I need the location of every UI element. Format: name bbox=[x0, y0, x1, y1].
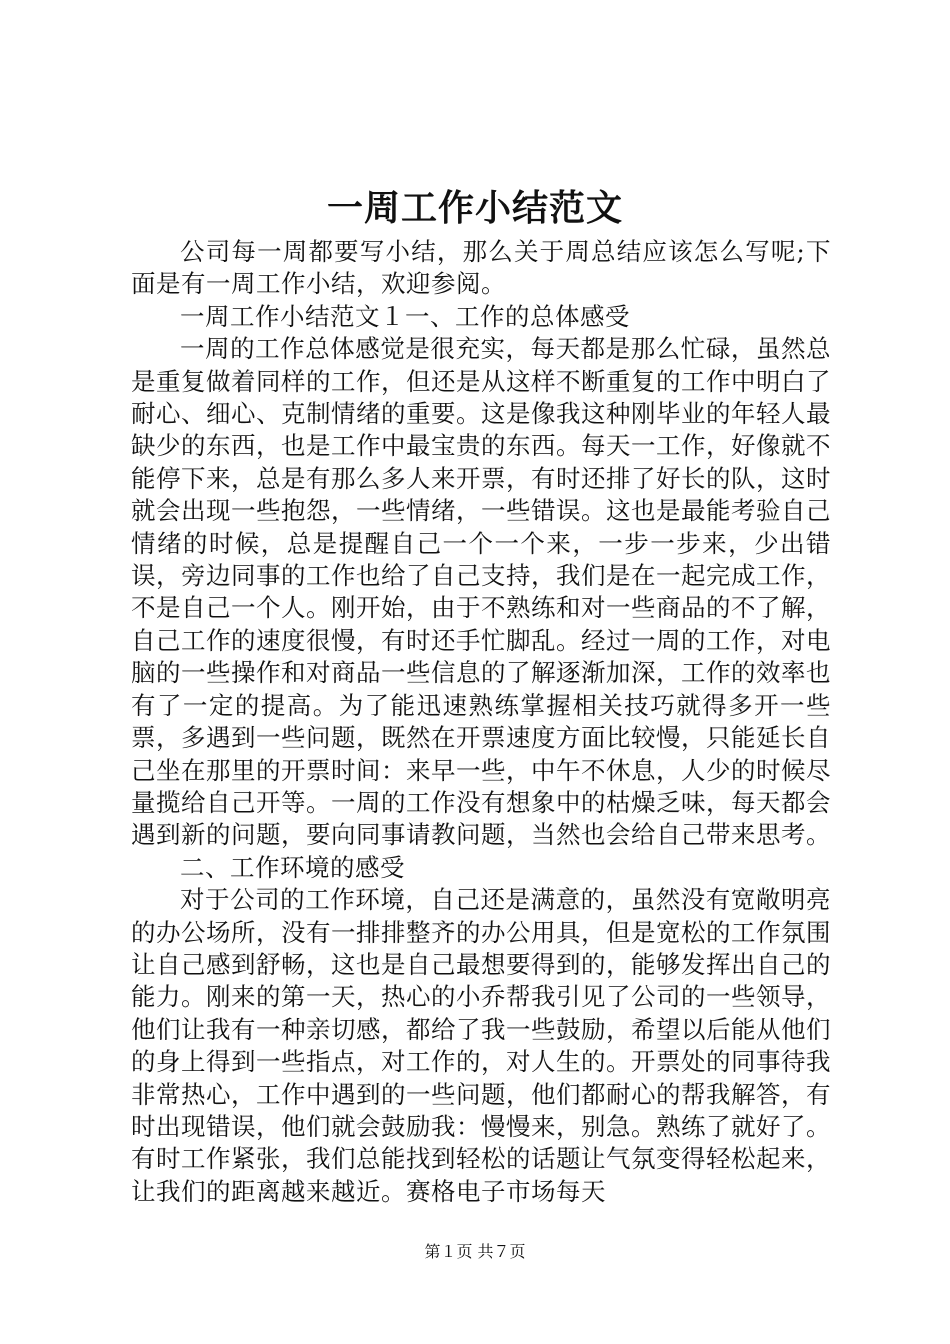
document-title: 一周工作小结范文 bbox=[326, 187, 623, 229]
section-heading-1: 一周工作小结范文１一、工作的总体感受 bbox=[180, 301, 630, 331]
paragraph-overall-feeling: 一周的工作总体感觉是很充实，每天都是那么忙碌，虽然总是重复做着同样的工作，但还是从这样不断重复的工作中明白了耐心、细心、克制情绪的重要。这是像我这种刚毕业的年轻人最缺少的东西，也是工作中最宝贵的东西。每天一工作，好像就不能停下来，总是有那么多人来开票，有时还排了好长的队，这时就会出现一些抱怨，一些情绪，一些错误。这也是最能考验自己情绪的时候，总是提醒自己一个一个来，一步一步来，少出错误，旁边同事的工作也给了自己支持，我们是在一起完成工作，不是自己一个人。刚开始，由于不熟练和对一些商品的不了解，自己工作的速度很慢，有时还手忙脚乱。经过一周的工作，对电脑的一些操作和对商品一些信息的了解逐渐加深，工作的效率也有了一定的提高。为了能迅速熟练掌握相关技巧就得多开一些票，多遇到一些问题，既然在开票速度方面比较慢，只能延长自己坐在那里的开票时间：来早一些，中午不休息，人少的时候尽量揽给自己开等。一周的工作没有想象中的枯燥乏味，每天都会遇到新的问题，要向同事请教问题，当然也会给自己带来思考。 bbox=[131, 334, 831, 850]
section-heading-2: 二、工作环境的感受 bbox=[180, 852, 405, 882]
paragraph-work-environment: 对于公司的工作环境，自己还是满意的，虽然没有宽敞明亮的办公场所，没有一排排整齐的办公用具，但是宽松的工作氛围让自己感到舒畅，这也是自己最想要得到的，能够发挥出自己的能力。刚来的第一天，热心的小乔帮我引见了公司的一些领导，他们让我有一种亲切感，都给了我一些鼓励，希望以后能从他们的身上得到一些指点，对工作的，对人生的。开票处的同事待我非常热心，工作中遇到的一些问题，他们都耐心的帮我解答，有时出现错误，他们就会鼓励我：慢慢来，别急。熟练了就好了。有时工作紧张，我们总能找到轻松的话题让气氛变得轻松起来，让我们的距离越来越近。赛格电子市场每天 bbox=[131, 885, 831, 1206]
page-number-footer: 第１页 共７页 bbox=[424, 1242, 526, 1261]
paragraph-intro: 公司每一周都要写小结，那么关于周总结应该怎么写呢;下面是有一周工作小结，欢迎参阅。 bbox=[131, 237, 831, 299]
document-body bbox=[131, 236, 831, 1208]
